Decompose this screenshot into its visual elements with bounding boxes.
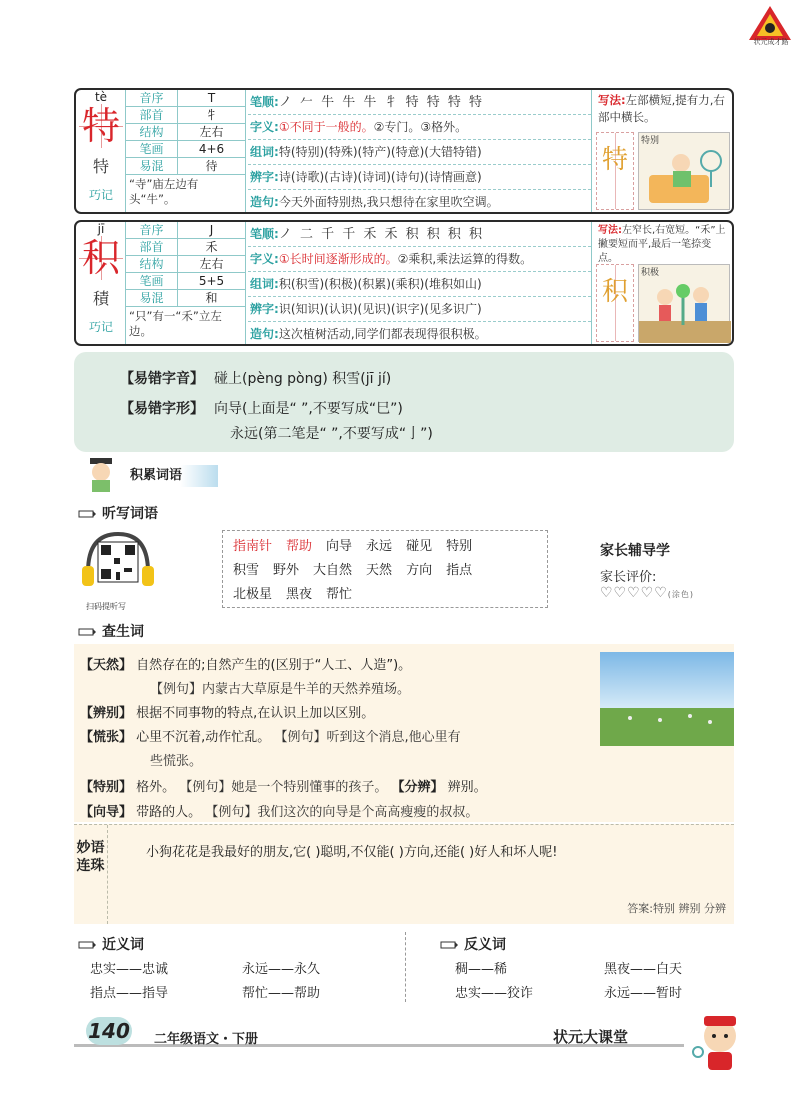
synonym-pair: 帮忙——帮助 (242, 986, 321, 1001)
zao-line: 造句:今天外面特别热,我只想待在家里吹空调。 (250, 195, 499, 209)
word-item: 帮助 (286, 539, 313, 554)
word-item: 方向 (406, 563, 433, 578)
tip-label: 巧记 (88, 188, 113, 202)
info-row: 笔画 5+5 (126, 273, 245, 290)
pencil-icon (78, 938, 96, 952)
section-antonyms: 反义词 (440, 934, 506, 954)
char-details (248, 90, 592, 212)
antonym-pair: 黑夜——白天 (604, 962, 683, 977)
antonym-pair: 稠——稀 (455, 962, 508, 977)
word-item: 帮忙 (326, 587, 353, 602)
char-traditional: 特 (92, 157, 109, 176)
info-row: 音序 J (126, 222, 245, 239)
dictation-word-box (222, 530, 548, 608)
easy-mistake-box (74, 352, 734, 452)
illustration-planting: 积极 (638, 264, 730, 342)
word-item: 指点 (446, 563, 473, 578)
def-xiangdao: 【向导】 带路的人。 【例句】我们这次的向导是个高高瘦瘦的叔叔。 (80, 805, 479, 820)
word-item: 野外 (273, 563, 300, 578)
writing-method (594, 90, 734, 212)
example-huangzhang-cont: 些慌张。 (150, 754, 203, 769)
xiefa-text: 写法:左窄长,右宽短。“禾”上撇要短而平,最后一笔捺变点。 (598, 225, 726, 264)
brand-logo-text: 状元成才路 (753, 38, 789, 46)
mascot-icon (690, 1012, 746, 1074)
word-item: 大自然 (313, 563, 353, 578)
info-row: 部首 禾 (126, 239, 245, 256)
char-pinyin: jī (97, 222, 105, 236)
book-title: 二年级语文・下册 (154, 1032, 259, 1047)
antonym-pair: 忠实——狡诈 (455, 986, 534, 1001)
synonym-pair: 忠实——忠诚 (90, 962, 169, 977)
antonym-pair: 永远——暂时 (604, 986, 683, 1001)
section-dictation: 听写词语 (78, 503, 158, 523)
info-row: 易混 和 (126, 290, 245, 307)
tip-text: “只”有一“禾”立左边。 (129, 309, 222, 338)
section-synonyms: 近义词 (78, 934, 144, 954)
series-brand: 状元大课堂 (553, 1028, 629, 1046)
meaning-line: 字义:①长时间逐渐形成的。②乘积,乘法运算的得数。 (248, 247, 591, 272)
word-item: 永远 (366, 539, 393, 554)
char-card-ji (74, 220, 734, 346)
doctor-mascot-icon (82, 456, 120, 494)
pencil-icon (440, 938, 458, 952)
parent-guide-title: 家长辅导学 (600, 543, 670, 559)
char-pinyin: tè (94, 90, 108, 104)
def-bianbie: 【辨别】 根据不同事物的特点,在认识上加以区别。 (80, 706, 375, 721)
word-item: 黑夜 (286, 587, 313, 602)
page-number: 140 (86, 1017, 132, 1045)
tip-label: 巧记 (88, 320, 113, 334)
def-tebie: 【特别】 格外。 【例句】她是一个特别懂事的孩子。 【分辨】 辨别。 (80, 780, 487, 795)
pencil-icon (78, 625, 96, 639)
word-item: 指南针 (233, 539, 273, 554)
meaning-line: 字义:①不同于一般的。②专门。③格外。 (248, 115, 591, 140)
bian-line: 辨字:诗(诗歌)(古诗)(诗词)(诗句)(诗情画意) (248, 165, 591, 190)
section-lookup-words: 查生词 (78, 621, 144, 641)
char-info-table (126, 222, 246, 344)
strokes-line: 笔顺:ノ 𠂉 牛 牛 牛 牜 特 特 特 特 (248, 90, 591, 115)
char-column (76, 222, 126, 344)
illustration-fan: 特别 (638, 132, 730, 210)
exercise-text: 小狗花花是我最好的朋友,它( )聪明,不仅能( )方向,还能( )好人和坏人呢! (146, 845, 558, 860)
info-row: 结构 左右 (126, 256, 245, 273)
synonym-pair: 指点——指导 (90, 986, 169, 1001)
words-line: 组词:积(积雪)(积极)(积累)(乘积)(堆积如山) (248, 272, 591, 297)
writing-method (594, 222, 734, 344)
tip-text: “寺”庙左边有头“牛”。 (129, 177, 199, 206)
qr-code-headphones[interactable] (80, 528, 156, 594)
char-details (248, 222, 592, 344)
divider (405, 932, 406, 1002)
char-column (76, 90, 126, 212)
info-row: 易混 待 (126, 158, 245, 175)
heart-icon: ♡♡♡♡♡ (600, 585, 668, 601)
strokes-line: 笔顺:ノ 二 千 千 禾 禾 积 积 积 积 (248, 222, 591, 247)
example-tianran: 【例句】内蒙古大草原是牛羊的天然养殖场。 (150, 682, 411, 697)
char-card-te (74, 88, 734, 214)
char-traditional: 積 (92, 289, 109, 308)
word-item: 特别 (446, 539, 473, 554)
practice-grid: 特 (596, 132, 634, 210)
xiefa-text: 写法:左部横短,提有力,右部中横长。 (598, 93, 725, 124)
parent-eval-label: 家长评价: (600, 570, 657, 585)
char-info-table (126, 90, 246, 212)
pencil-icon (78, 507, 96, 521)
mistake-sound: 【易错字音】 碰上(pèng pòng) 积雪(jī jí) (120, 371, 392, 387)
mistake-shape: 【易错字形】 向导(上面是“ ”,不要写成“巳”) (120, 401, 403, 417)
rating-hearts[interactable]: ♡♡♡♡♡(涂色) (600, 585, 695, 601)
info-row: 结构 左右 (126, 124, 245, 141)
word-item: 碰见 (406, 539, 433, 554)
qr-label: 扫码提听写 (86, 602, 126, 611)
word-item: 向导 (326, 539, 353, 554)
word-item: 北极星 (233, 587, 273, 602)
info-row: 笔画 4+6 (126, 141, 245, 158)
char-big: 积 (79, 236, 123, 280)
grassland-photo (600, 652, 734, 746)
exercise-answer: 答案:特别 辨别 分辨 (627, 902, 726, 915)
section-accumulate-words: 积累词语 (124, 465, 218, 487)
info-row: 音序 T (126, 90, 245, 107)
synonym-pair: 永远——永久 (242, 962, 321, 977)
info-row: 部首 牜 (126, 107, 245, 124)
zao-line: 造句:这次植树活动,同学们都表现得很积极。 (250, 327, 487, 341)
def-huangzhang: 【慌张】 心里不沉着,动作忙乱。 【例句】听到这个消息,他心里有 (80, 730, 461, 745)
practice-grid: 积 (596, 264, 634, 342)
def-tianran: 【天然】 自然存在的;自然产生的(区别于“人工、人造”)。 (80, 658, 412, 673)
mistake-shape-2: 永远(第二笔是“ ”,不要写成“亅”) (230, 426, 433, 442)
exercise-title: 妙语连珠 (74, 825, 108, 924)
fill-in-exercise (74, 824, 734, 924)
word-item: 积雪 (233, 563, 260, 578)
words-line: 组词:特(特别)(特殊)(特产)(特意)(大错特错) (248, 140, 591, 165)
char-big: 特 (79, 104, 123, 148)
bian-line: 辨字:识(知识)(认识)(见识)(识字)(见多识广) (248, 297, 591, 322)
word-item: 天然 (366, 563, 393, 578)
